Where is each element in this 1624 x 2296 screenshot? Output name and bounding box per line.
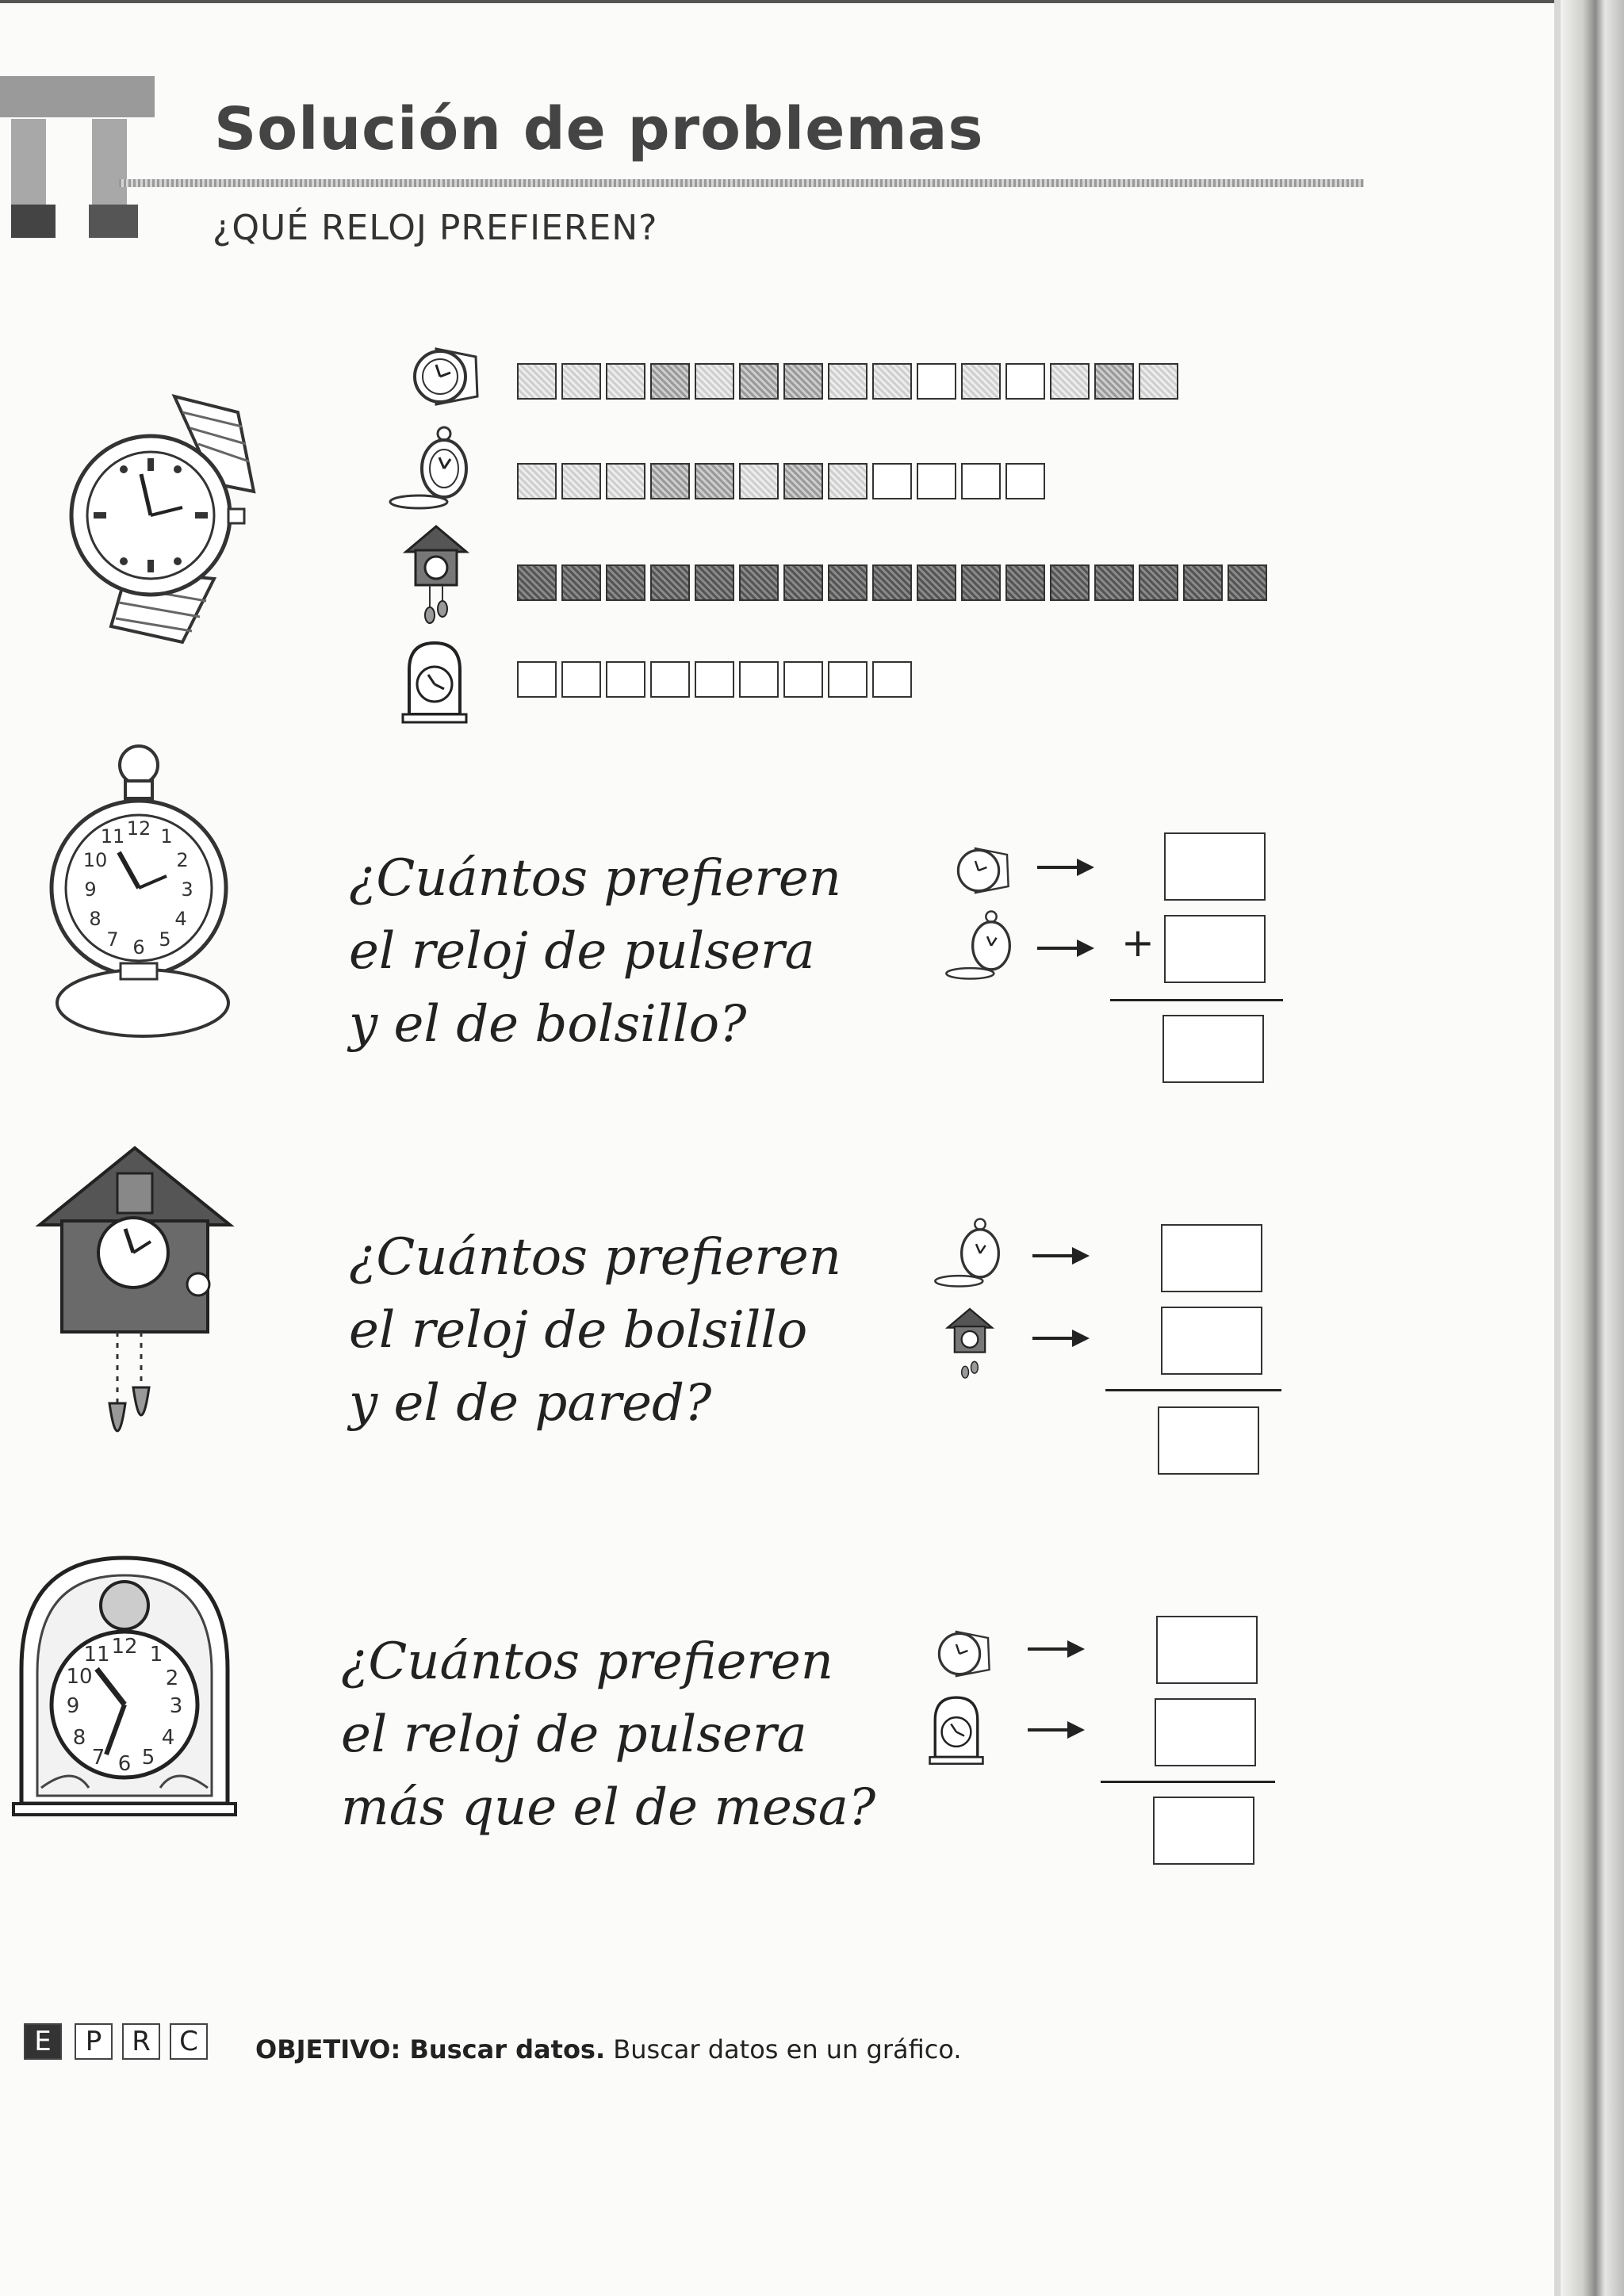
svg-text:4: 4	[161, 1726, 175, 1750]
svg-text:4: 4	[174, 908, 187, 930]
problem-3-line-3: más que el de mesa?	[341, 1778, 876, 1837]
problem-2-line-3: y el de pared?	[349, 1374, 712, 1433]
svg-text:6: 6	[117, 1752, 132, 1776]
objective-label: OBJETIVO:	[255, 2034, 401, 2064]
problem-3-question	[341, 1625, 875, 1844]
problem-1-line-2: el reloj de pulsera	[349, 922, 815, 981]
objective-bold: Buscar datos.	[400, 2034, 606, 2064]
cuckoo-clock-icon	[403, 523, 469, 626]
pictograph-row-cuckoo-clock	[517, 564, 1267, 601]
cuckoo-clock-illustration	[32, 1142, 238, 1459]
svg-text:5: 5	[141, 1746, 155, 1770]
page-edge-shadow	[1554, 0, 1561, 2296]
skill-letter-r: R	[122, 2023, 160, 2060]
pocket-watch-illustration	[48, 741, 238, 1043]
arrow-icon	[1032, 1337, 1085, 1340]
pictograph-row-pocket-watch	[517, 463, 1045, 499]
table-clock-icon	[928, 1693, 985, 1766]
arrow-icon	[1032, 1254, 1085, 1257]
pictograph-row-wristwatch	[517, 363, 1178, 400]
wristwatch-illustration	[56, 381, 270, 650]
problem-3-line-1: ¿Cuántos prefieren	[341, 1632, 833, 1691]
page-edge	[1561, 0, 1624, 2296]
svg-text:5: 5	[159, 928, 171, 951]
svg-text:9: 9	[66, 1694, 80, 1718]
problem-2-addend-1-box[interactable]	[1161, 1224, 1262, 1292]
svg-text:8: 8	[72, 1726, 86, 1750]
problem-3-line-2: el reloj de pulsera	[341, 1705, 807, 1764]
svg-text:3: 3	[181, 878, 193, 901]
svg-text:7: 7	[106, 928, 119, 951]
svg-text:12: 12	[126, 817, 151, 840]
title-rule	[119, 179, 1364, 187]
svg-text:12: 12	[111, 1635, 138, 1659]
problem-2-line-1: ¿Cuántos prefieren	[349, 1228, 841, 1287]
svg-text:10: 10	[66, 1665, 93, 1689]
problem-2-question	[349, 1221, 841, 1440]
svg-text:11: 11	[83, 1643, 110, 1667]
sum-line	[1105, 1389, 1281, 1391]
page-title: Solución de problemas	[214, 95, 984, 163]
skill-letter-c: C	[170, 2023, 208, 2060]
svg-text:10: 10	[82, 849, 108, 871]
sum-line	[1101, 1781, 1275, 1783]
problem-3-value-2-box[interactable]	[1155, 1698, 1256, 1766]
problem-1-line-1: ¿Cuántos prefieren	[349, 849, 841, 908]
svg-text:11: 11	[100, 825, 125, 848]
arrow-icon	[1028, 1647, 1080, 1651]
objective-text	[255, 2034, 962, 2064]
arrow-icon	[1028, 1728, 1080, 1732]
pocket-watch-icon	[944, 909, 1023, 982]
problem-3-result-box[interactable]	[1153, 1797, 1254, 1865]
wristwatch-icon	[950, 839, 1013, 902]
problem-1-addend-1-box[interactable]	[1164, 832, 1266, 901]
skill-letter-p: P	[75, 2023, 113, 2060]
problem-3-value-1-box[interactable]	[1156, 1616, 1258, 1684]
svg-text:1: 1	[149, 1643, 163, 1667]
plus-sign: +	[1121, 920, 1155, 966]
arrow-icon	[1037, 947, 1090, 950]
problem-1-line-3: y el de bolsillo?	[349, 995, 747, 1054]
svg-text:1: 1	[160, 825, 173, 848]
cuckoo-clock-icon	[945, 1305, 994, 1384]
pictograph-row-table-clock	[517, 661, 912, 698]
pocket-watch-icon	[933, 1216, 1012, 1289]
svg-text:9: 9	[84, 878, 97, 901]
problem-2-result-box[interactable]	[1158, 1406, 1259, 1475]
skill-letter-e: E	[24, 2023, 62, 2060]
problem-1-addend-2-box[interactable]	[1164, 915, 1266, 983]
top-border	[0, 0, 1554, 3]
sum-line	[1110, 999, 1283, 1001]
svg-text:6: 6	[132, 936, 145, 959]
problem-1-result-box[interactable]	[1162, 1015, 1264, 1083]
pocket-watch-icon	[387, 424, 482, 511]
problem-1-question	[349, 842, 841, 1061]
page-subtitle: ¿QUÉ RELOJ PREFIEREN?	[213, 208, 658, 248]
wristwatch-icon	[404, 341, 484, 412]
problem-2-line-2: el reloj de bolsillo	[349, 1301, 808, 1360]
svg-text:7: 7	[91, 1746, 105, 1770]
table-clock-icon	[401, 638, 468, 725]
problem-2-addend-2-box[interactable]	[1161, 1307, 1262, 1375]
table-clock-illustration	[10, 1550, 239, 1835]
objective-description: Buscar datos en un gráfico.	[605, 2034, 962, 2064]
svg-text:8: 8	[89, 908, 102, 930]
wristwatch-icon	[931, 1622, 994, 1686]
svg-text:2: 2	[165, 1667, 179, 1690]
arrow-icon	[1037, 866, 1090, 869]
svg-text:3: 3	[169, 1694, 183, 1718]
svg-text:2: 2	[176, 849, 189, 871]
